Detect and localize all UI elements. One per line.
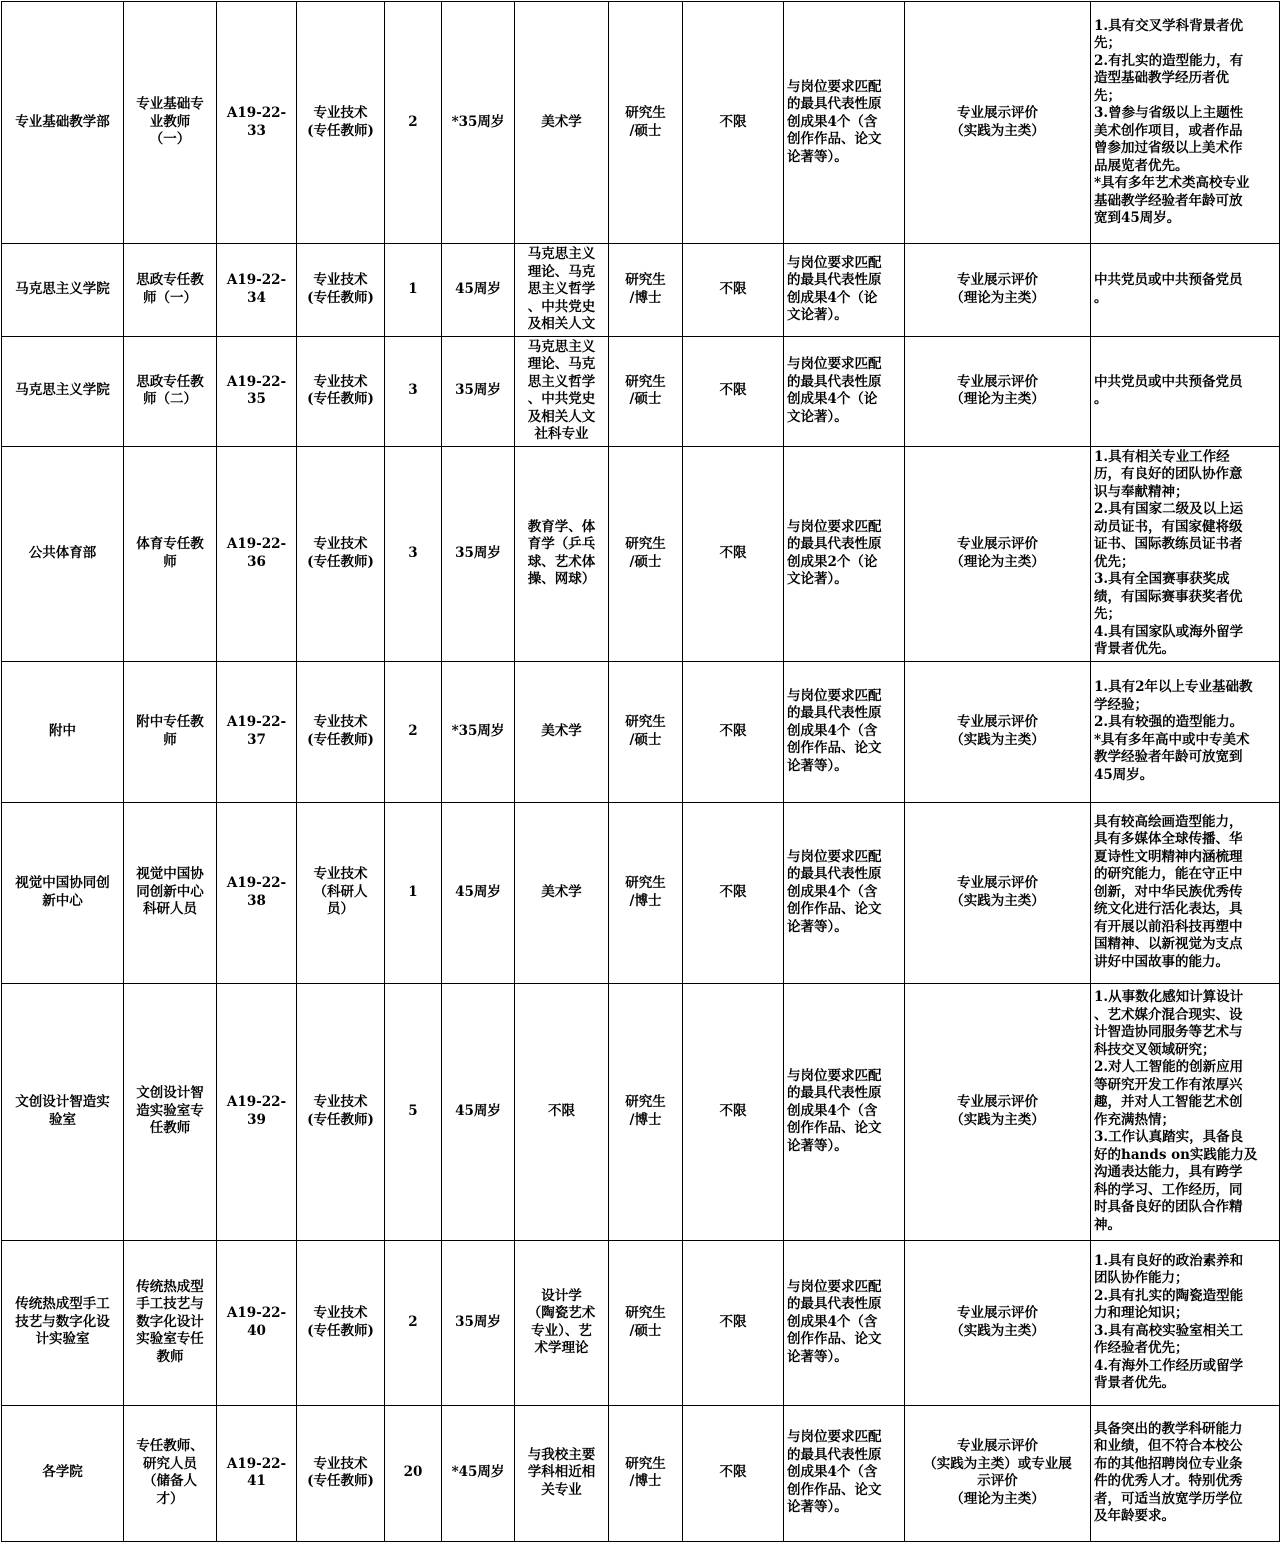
materials-cell: 与岗位要求匹配 的最具代表性原 创成果4个（论 文论著）。: [784, 336, 905, 446]
requirements-cell: 具有较高绘画造型能力， 具有多媒体全球传播、华 夏诗性文明精神内涵梳理 的研究能力，能在守正中 创新，对中华民族优秀传 统文化进行活化表达，具 有开展以前沿科技再塑中 国精神、以新视觉为支点 讲好中国故事的能力。: [1091, 802, 1280, 983]
department-cell: 视觉中国协同创 新中心: [2, 802, 124, 983]
table-body: [2, 2, 1280, 1542]
position-cell: 专任教师、 研究人员 （储备人 才）: [124, 1405, 217, 1541]
assessment-cell: 专业展示评价 （实践为主类）或专业展 示评价 （理论为主类）: [905, 1405, 1091, 1541]
materials-cell: 与岗位要求匹配 的最具代表性原 创成果4个（含 创作作品、论文 论著等）。: [784, 2, 905, 244]
table-row: [2, 2, 1280, 244]
position-cell: 视觉中国协 同创新中心 科研人员: [124, 802, 217, 983]
requirements-cell: 1.从事数化感知计算设计 、艺术媒介混合现实、设 计智造协同服务等艺术与 科技交叉领域研究； 2.对人工智能的创新应用 等研究开发工作有浓厚兴 趣，并对人工智能艺术创 作充满热情； 3.工作认真踏实，具备良 好的hands on实践能力及 沟通表达能力，具有跨学 科的学习、工作经历，同 时具备良好的团队合作精 神。: [1091, 983, 1280, 1240]
political-status-cell: 不限: [683, 336, 784, 446]
position-category-cell: 专业技术 (专任教师): [297, 1240, 385, 1405]
requirements-cell: 1.具有2年以上专业基础教 学经验； 2.具有较强的造型能力。 *具有多年高中或中专美术 教学经验者年龄可放宽到 45周岁。: [1091, 661, 1280, 802]
headcount-cell: 2: [385, 661, 442, 802]
education-cell: 研究生 /硕士: [609, 2, 683, 244]
age-limit-cell: 45周岁: [442, 802, 515, 983]
assessment-cell: 专业展示评价 （实践为主类）: [905, 2, 1091, 244]
position-code-cell: A19-22- 37: [217, 661, 297, 802]
major-cell: 教育学、体 育学（乒乓 球、艺术体 操、网球）: [515, 446, 609, 661]
materials-cell: 与岗位要求匹配 的最具代表性原 创成果4个（含 创作作品、论文 论著等）。: [784, 1240, 905, 1405]
department-cell: 马克思主义学院: [2, 336, 124, 446]
education-cell: 研究生 /博士: [609, 1405, 683, 1541]
position-cell: 附中专任教 师: [124, 661, 217, 802]
education-cell: 研究生 /硕士: [609, 336, 683, 446]
department-cell: 公共体育部: [2, 446, 124, 661]
position-category-cell: 专业技术 (专任教师): [297, 446, 385, 661]
materials-cell: 与岗位要求匹配 的最具代表性原 创成果4个（论 文论著）。: [784, 244, 905, 337]
headcount-cell: 20: [385, 1405, 442, 1541]
political-status-cell: 不限: [683, 661, 784, 802]
political-status-cell: 不限: [683, 2, 784, 244]
major-cell: 不限: [515, 983, 609, 1240]
position-cell: 思政专任教 师（一）: [124, 244, 217, 337]
age-limit-cell: 45周岁: [442, 983, 515, 1240]
major-cell: 与我校主要 学科相近相 关专业: [515, 1405, 609, 1541]
major-cell: 设计学 （陶瓷艺术 专业）、艺 术学理论: [515, 1240, 609, 1405]
position-code-cell: A19-22- 39: [217, 983, 297, 1240]
department-cell: 附中: [2, 661, 124, 802]
department-cell: 文创设计智造实 验室: [2, 983, 124, 1240]
assessment-cell: 专业展示评价 （实践为主类）: [905, 802, 1091, 983]
materials-cell: 与岗位要求匹配 的最具代表性原 创成果2个（论 文论著）。: [784, 446, 905, 661]
position-cell: 思政专任教 师（二）: [124, 336, 217, 446]
assessment-cell: 专业展示评价 （实践为主类）: [905, 1240, 1091, 1405]
table-row: [2, 446, 1280, 661]
position-category-cell: 专业技术 （科研人 员）: [297, 802, 385, 983]
requirements-cell: 1.具有良好的政治素养和 团队协作能力； 2.具有扎实的陶瓷造型能 力和理论知识； 3.具有高校实验室相关工 作经验者优先； 4.有海外工作经历或留学 背景者优先。: [1091, 1240, 1280, 1405]
position-category-cell: 专业技术 (专任教师): [297, 336, 385, 446]
age-limit-cell: 45周岁: [442, 244, 515, 337]
table-row: [2, 1240, 1280, 1405]
requirements-cell: 1.具有相关专业工作经 历，有良好的团队协作意 识与奉献精神； 2.具有国家二级及以上运 动员证书，有国家健将级 证书、国际教练员证书者 优先； 3.具有全国赛事获奖成 绩，有国际赛事获奖者优 先； 4.具有国家队或海外留学 背景者优先。: [1091, 446, 1280, 661]
age-limit-cell: *35周岁: [442, 661, 515, 802]
headcount-cell: 5: [385, 983, 442, 1240]
materials-cell: 与岗位要求匹配 的最具代表性原 创成果4个（含 创作作品、论文 论著等）。: [784, 802, 905, 983]
table-row: [2, 244, 1280, 337]
position-code-cell: A19-22- 36: [217, 446, 297, 661]
age-limit-cell: 35周岁: [442, 336, 515, 446]
department-cell: 各学院: [2, 1405, 124, 1541]
requirements-cell: 具备突出的教学科研能力 和业绩，但不符合本校公 布的其他招聘岗位专业条 件的优秀人才。特别优秀 者，可适当放宽学历学位 及年龄要求。: [1091, 1405, 1280, 1541]
assessment-cell: 专业展示评价 （实践为主类）: [905, 661, 1091, 802]
materials-cell: 与岗位要求匹配 的最具代表性原 创成果4个（含 创作作品、论文 论著等）。: [784, 983, 905, 1240]
headcount-cell: 2: [385, 2, 442, 244]
table-row: [2, 802, 1280, 983]
age-limit-cell: 35周岁: [442, 446, 515, 661]
political-status-cell: 不限: [683, 802, 784, 983]
major-cell: 美术学: [515, 802, 609, 983]
age-limit-cell: *45周岁: [442, 1405, 515, 1541]
position-code-cell: A19-22- 34: [217, 244, 297, 337]
recruitment-table: [1, 1, 1280, 1542]
major-cell: 美术学: [515, 2, 609, 244]
education-cell: 研究生 /硕士: [609, 1240, 683, 1405]
assessment-cell: 专业展示评价 （理论为主类）: [905, 336, 1091, 446]
position-cell: 文创设计智 造实验室专 任教师: [124, 983, 217, 1240]
table-row: [2, 983, 1280, 1240]
education-cell: 研究生 /博士: [609, 244, 683, 337]
requirements-cell: 中共党员或中共预备党员 。: [1091, 244, 1280, 337]
materials-cell: 与岗位要求匹配 的最具代表性原 创成果4个（含 创作作品、论文 论著等）。: [784, 661, 905, 802]
position-category-cell: 专业技术 (专任教师): [297, 2, 385, 244]
position-category-cell: 专业技术 (专任教师): [297, 983, 385, 1240]
position-category-cell: 专业技术 (专任教师): [297, 244, 385, 337]
materials-cell: 与岗位要求匹配 的最具代表性原 创成果4个（含 创作作品、论文 论著等）。: [784, 1405, 905, 1541]
political-status-cell: 不限: [683, 1405, 784, 1541]
education-cell: 研究生 /硕士: [609, 661, 683, 802]
table-row: [2, 661, 1280, 802]
position-category-cell: 专业技术 (专任教师): [297, 1405, 385, 1541]
position-code-cell: A19-22- 40: [217, 1240, 297, 1405]
headcount-cell: 3: [385, 336, 442, 446]
headcount-cell: 2: [385, 1240, 442, 1405]
political-status-cell: 不限: [683, 1240, 784, 1405]
department-cell: 马克思主义学院: [2, 244, 124, 337]
position-code-cell: A19-22- 33: [217, 2, 297, 244]
major-cell: 美术学: [515, 661, 609, 802]
political-status-cell: 不限: [683, 244, 784, 337]
assessment-cell: 专业展示评价 （实践为主类）: [905, 983, 1091, 1240]
assessment-cell: 专业展示评价 （理论为主类）: [905, 244, 1091, 337]
position-code-cell: A19-22- 38: [217, 802, 297, 983]
headcount-cell: 3: [385, 446, 442, 661]
requirements-cell: 1.具有交叉学科背景者优 先； 2.有扎实的造型能力，有 造型基础教学经历者优 先； 3.曾参与省级以上主题性 美术创作项目，或者作品 曾参加过省级以上美术作 品展览者优先。 *具有多年艺术类高校专业 基础教学经验者年龄可放 宽到45周岁。: [1091, 2, 1280, 244]
major-cell: 马克思主义 理论、马克 思主义哲学 、中共党史 及相关人文 社科专业: [515, 336, 609, 446]
headcount-cell: 1: [385, 244, 442, 337]
education-cell: 研究生 /硕士: [609, 446, 683, 661]
education-cell: 研究生 /博士: [609, 802, 683, 983]
assessment-cell: 专业展示评价 （理论为主类）: [905, 446, 1091, 661]
position-category-cell: 专业技术 (专任教师): [297, 661, 385, 802]
table-row: [2, 336, 1280, 446]
position-cell: 传统热成型 手工技艺与 数字化设计 实验室专任 教师: [124, 1240, 217, 1405]
department-cell: 专业基础教学部: [2, 2, 124, 244]
headcount-cell: 1: [385, 802, 442, 983]
position-cell: 专业基础专 业教师 （一）: [124, 2, 217, 244]
education-cell: 研究生 /博士: [609, 983, 683, 1240]
requirements-cell: 中共党员或中共预备党员 。: [1091, 336, 1280, 446]
political-status-cell: 不限: [683, 446, 784, 661]
political-status-cell: 不限: [683, 983, 784, 1240]
age-limit-cell: *35周岁: [442, 2, 515, 244]
position-code-cell: A19-22- 41: [217, 1405, 297, 1541]
position-cell: 体育专任教 师: [124, 446, 217, 661]
major-cell: 马克思主义 理论、马克 思主义哲学 、中共党史 及相关人文: [515, 244, 609, 337]
age-limit-cell: 35周岁: [442, 1240, 515, 1405]
department-cell: 传统热成型手工 技艺与数字化设 计实验室: [2, 1240, 124, 1405]
position-code-cell: A19-22- 35: [217, 336, 297, 446]
